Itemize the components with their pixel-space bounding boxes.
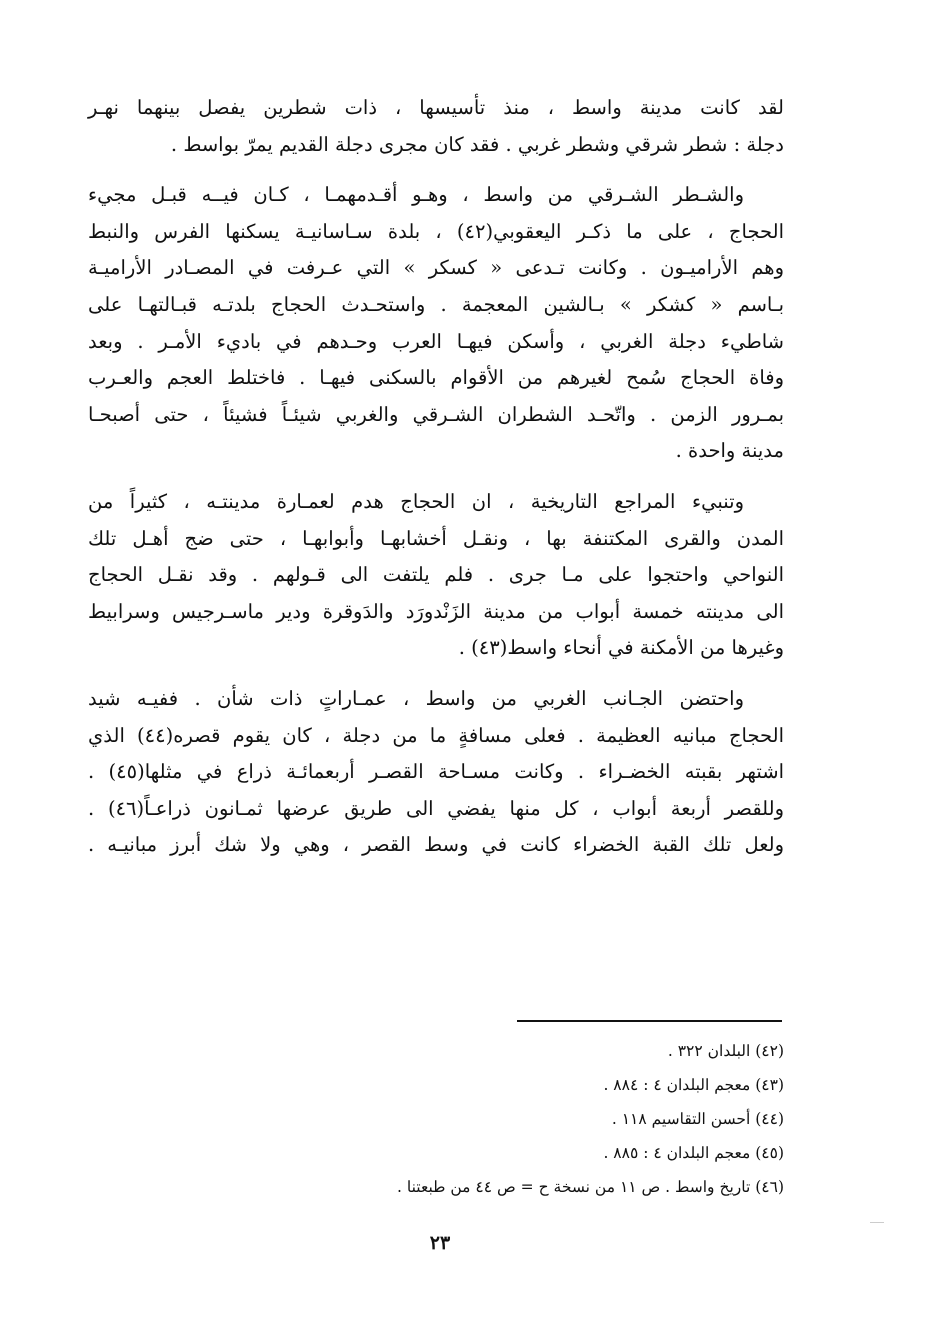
text-line: وفاة الحجاج سُمح لغيرهم من الأقوام بالسكنى فيهـا . فاختلط العجم والعـرب bbox=[88, 366, 784, 390]
text-line: الى مدينته خمسة أبواب من مدينة الزَنْدورَد والدَوقرة ودير ماسـرجيس وسرابيط bbox=[88, 599, 784, 623]
paragraph-2 bbox=[88, 177, 784, 470]
text-line: النواحي واحتجوا على مـا جرى . فلم يلتفت الى قـولهم . وقد نقـل الحجاج bbox=[88, 563, 784, 587]
footnote-45: (٤٥) معجم البلدان ٤ : ٨٨٥ . bbox=[603, 1144, 784, 1162]
text-line: شاطيء دجلة الغربي ، وأسكن فيهـا العرب وحـدهم في باديء الأمـر . وبعد bbox=[88, 329, 784, 353]
footnote-42: (٤٢) البلدان ٣٢٢ . bbox=[667, 1042, 784, 1060]
text-line: لقد كانت مدينة واسط ، منذ تأسيسها ، ذات شطرين يفصل بينهما نهـر bbox=[88, 96, 784, 119]
text-line: دجلة : شطر شرقي وشطر غربي . فقد كان مجرى دجلة القديم يمرّ بواسط . bbox=[170, 132, 784, 156]
text-line: وتنبيء المراجع التاريخية ، ان الحجاج هدم لعمـارة مدينتـه ، كثيراً من bbox=[88, 489, 744, 513]
scan-speck bbox=[870, 1222, 884, 1223]
text-line: المدن والقرى المكتنفة بها ، ونقـل أخشابهـا وأبوابهـا ، حتى ضج أهـل تلك bbox=[88, 526, 784, 550]
paragraph-3 bbox=[88, 484, 784, 667]
footnote-divider bbox=[517, 1020, 782, 1022]
paragraph-4 bbox=[88, 681, 784, 864]
text-line: وللقصر أربعة أبواب ، كل منها يفضي الى طريق عرضها ثمـانون ذراعـاً(٤٦) . bbox=[88, 796, 784, 820]
text-line: الحجاج ، على ما ذكـر اليعقوبي(٤٢) ، بلدة سـاسانيـة يسكنها الفرس والنبط bbox=[88, 219, 784, 243]
text-line: وغيرها من الأمكنة في أنحاء واسط(٤٣) . bbox=[458, 636, 784, 660]
footnote-46: (٤٦) تاريخ واسط . ص ١١ من نسخة ح = ص ٤٤ من طبعتنا . bbox=[397, 1178, 784, 1196]
footnote-43: (٤٣) معجم البلدان ٤ : ٨٨٤ . bbox=[603, 1076, 784, 1094]
text-line: واحتضن الجـانب الغربي من واسط ، عمـاراتٍ ذات شأن . ففيـه شيد bbox=[88, 686, 744, 710]
text-line: اشتهر بقبته الخضـراء . وكانت مسـاحة القصـر أربعمائـة ذراع في مثلها(٤٥) . bbox=[88, 760, 785, 784]
text-line: الحجاج مبانيه العظيمة . فعلى مسافةٍ ما من دجلة ، كان يقوم قصره(٤٤) الذي bbox=[88, 723, 785, 747]
text-line: مدينة واحدة . bbox=[675, 439, 784, 463]
text-line: بـاسم « كشكر » بـالشين المعجمة . واستحـدث الحجاج بلدتـه قبـالتهـا على bbox=[88, 292, 784, 316]
text-line: ولعل تلك القبة الخضراء كانت في وسط القصر ، وهي ولا شك أبرز مبانيـه . bbox=[88, 833, 784, 857]
body-text bbox=[88, 90, 784, 878]
text-line: بمـرور الزمن . واتّحـد الشطران الشـرقي والغربي شيئـاً فشيئاً ، حتى أصبحـا bbox=[88, 402, 784, 426]
text-line: والشـطر الشـرقي من واسط ، وهـو أقـدمهمـا ، كـان فيــه قبـل مجيء bbox=[88, 183, 744, 207]
paragraph-1 bbox=[88, 90, 784, 163]
page-number: ٢٣ bbox=[429, 1232, 451, 1254]
footnote-44: (٤٤) أحسن التقاسيم ١١٨ . bbox=[611, 1110, 784, 1128]
footnotes bbox=[300, 1034, 784, 1204]
text-line: وهم الأراميـون . وكانت تـدعى « كسكر » التي عـرفت في المصـادر الأراميـة bbox=[88, 256, 784, 280]
